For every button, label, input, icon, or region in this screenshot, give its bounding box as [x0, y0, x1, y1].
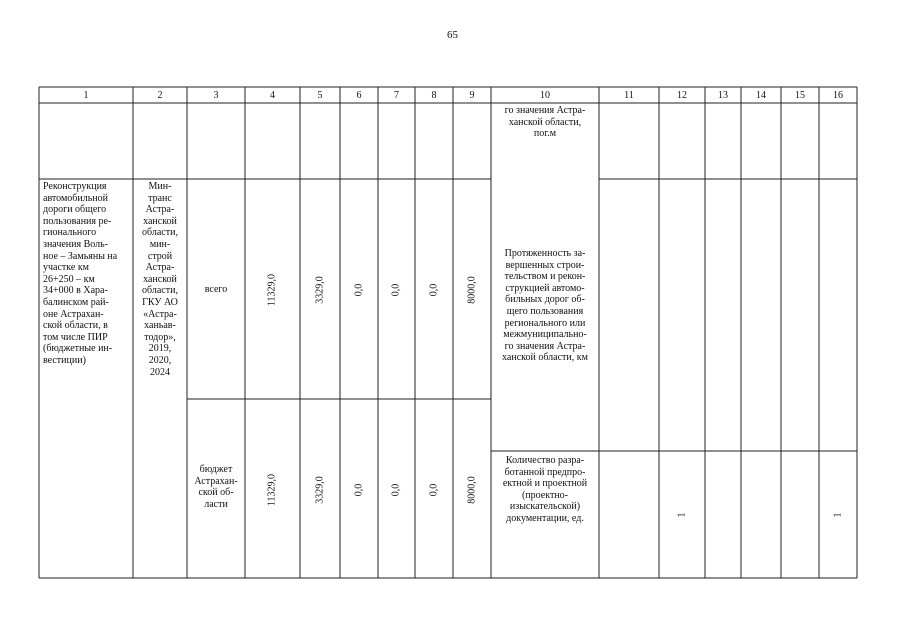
design-docs-col16: 1 — [832, 512, 844, 518]
project-executor: Мин- транс Астра- ханской области, мин- строй Астра- ханской области, ГКУ АО «Астра- ханьав- тодор», 2019, 2020, 2024 — [142, 181, 178, 378]
col-header-10: 10 — [540, 90, 550, 101]
project-name: Реконструкция автомобильной дороги общего пользования ре- гионального значения Воль- ное – Замьяны на участке км 26+250 – км 34+000 в Хара- балинском рай- оне Астрахан- ской области, в том числе ПИР (бюджетные ин- вестиции) — [43, 181, 118, 366]
budget-col4: 11329,0 — [266, 473, 278, 507]
design-docs-col12: 1 — [676, 512, 688, 518]
col-header-8: 8 — [431, 90, 437, 101]
funding-source-regional-budget: бюджет Астрахан- ской об- ласти — [194, 464, 238, 510]
col-header-9: 9 — [469, 90, 475, 101]
funding-source-total: всего — [204, 284, 228, 295]
col-header-14: 14 — [756, 90, 766, 101]
col-header-2: 2 — [157, 90, 163, 101]
col-header-16: 16 — [833, 90, 843, 101]
total-col4: 11329,0 — [266, 273, 278, 307]
total-col8: 0,0 — [428, 283, 440, 297]
col-header-7: 7 — [394, 90, 399, 101]
total-col9: 8000,0 — [466, 276, 478, 304]
col-header-11: 11 — [624, 90, 634, 101]
col-header-4: 4 — [270, 90, 275, 101]
col-header-6: 6 — [356, 90, 362, 101]
col-header-13: 13 — [718, 90, 728, 101]
total-col7: 0,0 — [390, 283, 402, 297]
total-col5: 3329,0 — [314, 276, 326, 304]
budget-col5: 3329,0 — [314, 476, 326, 504]
budget-col7: 0,0 — [390, 483, 402, 497]
col-header-1: 1 — [83, 90, 89, 101]
continued-indicator-text: го значения Астра- ханской области, пог.м — [504, 105, 586, 140]
col-header-15: 15 — [795, 90, 805, 101]
page-number: 65 — [447, 29, 458, 41]
col-header-12: 12 — [677, 90, 687, 101]
col-header-3: 3 — [213, 90, 219, 101]
budget-col8: 0,0 — [428, 483, 440, 497]
indicator-road-length: Протяженность за- вершенных строи- тельством и рекон- струкцией автомо- бильных дорог об- щего пользования регионального или межмуниципально- го значения Астра- ханской области, км — [502, 248, 588, 364]
indicator-design-docs: Количество разра- ботанной предпро- ектной и проектной (проектно- изыскательской) документации, ед. — [502, 455, 588, 524]
total-col6: 0,0 — [353, 283, 365, 297]
budget-col6: 0,0 — [353, 483, 365, 497]
budget-col9: 8000,0 — [466, 476, 478, 504]
col-header-5: 5 — [317, 90, 323, 101]
